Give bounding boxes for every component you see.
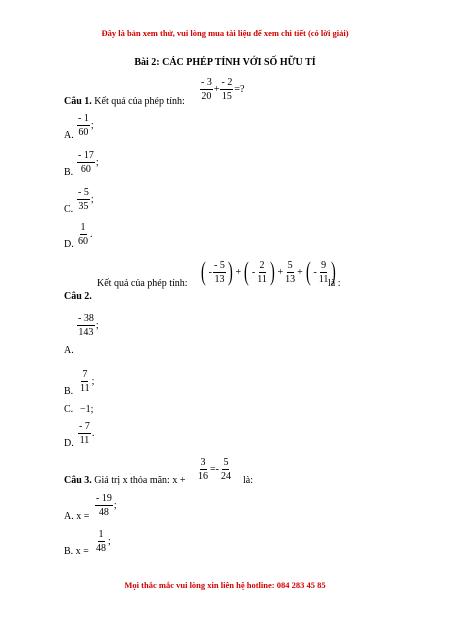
q1-option-d-letter: D. [64, 239, 74, 250]
q1-option-a-letter: A. [64, 130, 74, 141]
q3-text: Giá trị x thỏa mãn: x + [94, 475, 186, 486]
q2-option-a: $\frac{- 38}{143}$ ; [78, 313, 99, 338]
q3-option-b: $\frac{1}{48}$ ; [96, 529, 111, 554]
q3-tail: là: [243, 475, 253, 486]
q2-option-b: $\frac{7}{11}$ ; [80, 369, 95, 394]
q2-text: Kết quả của phép tính: [97, 278, 188, 289]
q2-option-c: −1; [80, 404, 94, 415]
q3-option-a: $\frac{- 19}{48}$ ; [96, 493, 117, 518]
q2-option-c-letter: C. [64, 404, 74, 415]
page-title: Bài 2: CÁC PHÉP TÍNH VỚI SỐ HỮU TỈ [134, 57, 316, 68]
q1-option-a: $\frac{- 1}{60}$ ; [78, 113, 94, 138]
q1-option-d: $\frac{1}{60}$ . [78, 222, 93, 247]
q3-option-a-letter: A. x = [64, 511, 90, 522]
q2-expression: ( - $\frac{- 5}{13}$ ) + ( - $\frac{2}{11}$ ) + $\frac{5}{13}$ + ( - $\frac{9}{11}$ ) [200, 257, 337, 286]
hotline-footer: Mọi thắc mắc vui lòng xin liên hệ hotline: 084 283 45 85 [124, 580, 326, 590]
q1-option-c-letter: C. [64, 204, 74, 215]
q2-option-a-letter: A. [64, 345, 74, 356]
q3-label: Câu 3. [64, 475, 92, 486]
q1-option-c: $\frac{- 5}{35}$ ; [78, 187, 94, 212]
q1-prompt [64, 96, 185, 108]
q3-prompt [64, 475, 185, 487]
fraction: $\frac{- 3}{20}$ [201, 77, 212, 102]
fraction: $\frac{- 2}{15}$ [221, 77, 233, 102]
q2-tail: là : [328, 278, 341, 289]
q1-option-b-letter: B. [64, 167, 74, 178]
q2-option-d-letter: D. [64, 438, 74, 449]
q2-option-b-letter: B. [64, 386, 74, 397]
q1-label: Câu 1. [64, 96, 92, 107]
q3-expression: $\frac{3}{16}$ =- $\frac{5}{24}$ [198, 457, 231, 482]
q1-expression: $\frac{- 3}{20}$ + $\frac{- 2}{15}$ =? [201, 77, 245, 102]
q2-label: Câu 2. [64, 291, 92, 302]
q1-text: Kết quả của phép tính: [94, 96, 185, 107]
q3-option-b-letter: B. x = [64, 546, 89, 557]
preview-banner: Đây là bản xem thử, vui lòng mua tài liệu để xem chi tiết (có lời giải) [101, 28, 349, 38]
q1-option-b: $\frac{- 17}{60}$ ; [78, 150, 99, 175]
q2-option-d: $\frac{- 7}{11}$ . [79, 421, 95, 446]
